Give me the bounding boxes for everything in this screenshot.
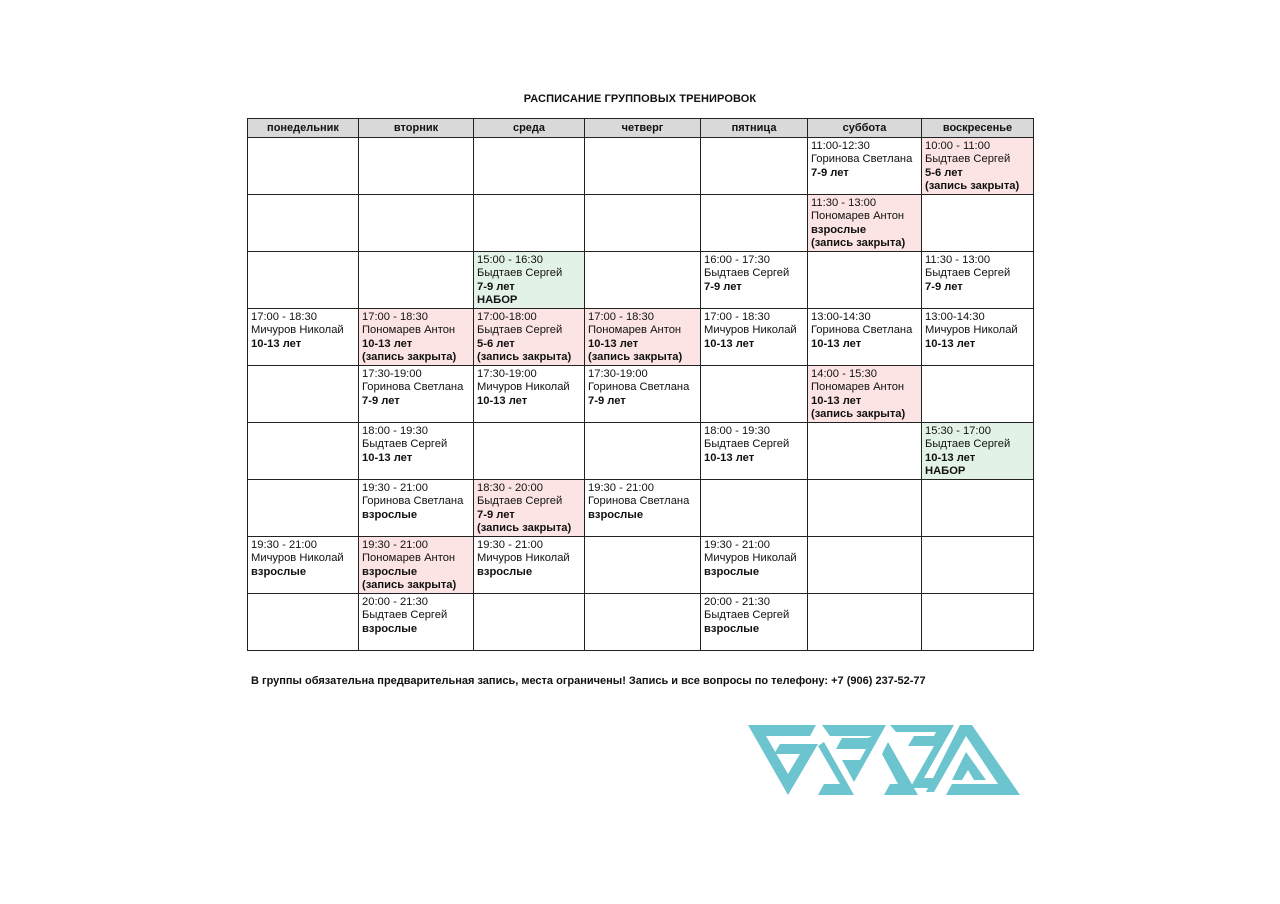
session-group: 10-13 лет [811,394,862,407]
schedule-cell [922,480,1034,537]
schedule-cell [474,195,585,252]
session-time: 17:30-19:00 [477,368,537,380]
schedule-cell [808,138,922,195]
schedule-cell [808,195,922,252]
schedule-cell [359,252,474,309]
session-coach: Горинова Светлана [588,495,690,508]
session-coach: Мичуров Николай [704,324,797,337]
session-time: 11:00-12:30 [811,140,870,152]
session-coach: Мичуров Николай [251,324,344,337]
schedule-cell [359,138,474,195]
session-time: 14:00 - 15:30 [811,368,877,380]
schedule-row [248,594,1034,651]
session-time: 16:00 - 17:30 [704,254,770,266]
schedule-cell [248,138,359,195]
session-group: 7-9 лет [362,394,400,407]
class-session [922,423,1033,478]
schedule-cell [359,480,474,537]
session-coach: Быдтаев Сергей [477,267,563,280]
session-group: взрослые [811,223,867,236]
class-session [585,366,700,408]
session-group: 5-6 лет [925,166,963,179]
session-group: взрослые [362,565,418,578]
schedule-cell [359,309,474,366]
day-header: воскресенье [922,119,1034,138]
session-group: 7-9 лет [925,280,963,293]
session-group: 10-13 лет [704,451,755,464]
session-time: 13:00-14:30 [925,311,985,323]
class-session [701,252,807,294]
session-coach: Мичуров Николай [925,324,1018,337]
session-status: НАБОР [477,293,518,306]
session-coach: Быдтаев Сергей [704,438,790,451]
session-time: 18:00 - 19:30 [704,425,770,437]
session-coach: Пономарев Антон [362,324,456,337]
session-coach: Пономарев Антон [811,210,905,223]
session-time: 11:30 - 13:00 [811,197,877,209]
schedule-cell [585,423,701,480]
session-group: 10-13 лет [925,451,976,464]
schedule-cell [585,195,701,252]
session-time: 19:30 - 21:00 [477,539,543,551]
schedule-cell [701,252,808,309]
session-group: 7-9 лет [704,280,742,293]
schedule-cell [701,195,808,252]
session-coach: Мичуров Николай [704,552,797,565]
schedule-cell [922,594,1034,651]
class-session [701,309,807,351]
session-time: 17:30-19:00 [588,368,648,380]
class-session [922,252,1033,294]
day-header: четверг [585,119,701,138]
schedule-cell [701,423,808,480]
schedule-cell [922,138,1034,195]
session-group: 5-6 лет [477,337,515,350]
class-session [359,537,473,592]
class-session [248,537,358,579]
session-group: взрослые [588,508,644,521]
session-time: 19:30 - 21:00 [704,539,770,551]
class-session [474,366,584,408]
session-time: 17:00 - 18:30 [588,311,654,323]
session-time: 11:30 - 13:00 [925,254,991,266]
class-session [474,480,584,535]
schedule-cell [248,309,359,366]
schedule-row [248,252,1034,309]
session-group: взрослые [362,622,418,635]
class-session [808,309,921,351]
schedule-cell [808,366,922,423]
schedule-cell [922,423,1034,480]
class-session [359,423,473,465]
session-time: 19:30 - 21:00 [362,482,428,494]
schedule-cell [922,309,1034,366]
class-session [701,423,807,465]
class-session [808,366,921,421]
session-coach: Мичуров Николай [477,381,570,394]
session-coach: Горинова Светлана [362,495,464,508]
schedule-cell [585,252,701,309]
session-time: 19:30 - 21:00 [588,482,654,494]
session-coach: Пономарев Антон [362,552,456,565]
session-group: 7-9 лет [811,166,849,179]
session-group: взрослые [251,565,307,578]
class-session [248,309,358,351]
schedule-cell [808,423,922,480]
session-time: 15:30 - 17:00 [925,425,991,437]
class-session [585,480,700,522]
schedule-cell [585,480,701,537]
day-header: вторник [359,119,474,138]
class-session [359,594,473,636]
schedule-body [248,138,1034,651]
class-session [359,480,473,522]
session-time: 17:00 - 18:30 [251,311,317,323]
session-time: 20:00 - 21:30 [704,596,770,608]
schedule-cell [474,423,585,480]
session-group: взрослые [704,565,760,578]
schedule-cell [701,366,808,423]
schedule-cell [248,195,359,252]
schedule-cell [701,138,808,195]
session-status: (запись закрыта) [811,236,906,249]
session-group: 10-13 лет [704,337,755,350]
day-header: среда [474,119,585,138]
schedule-cell [474,594,585,651]
session-group: 10-13 лет [362,337,413,350]
session-coach: Горинова Светлана [588,381,690,394]
schedule-cell [359,537,474,594]
schedule-row [248,537,1034,594]
class-session [585,309,700,364]
class-session [474,309,584,364]
schedule-cell [808,594,922,651]
schedule-cell [585,594,701,651]
schedule-cell [474,138,585,195]
session-group: 10-13 лет [251,337,302,350]
schedule-cell [359,423,474,480]
session-time: 18:00 - 19:30 [362,425,428,437]
schedule-cell [701,594,808,651]
schedule-row [248,138,1034,195]
schedule-cell [474,480,585,537]
session-coach: Горинова Светлана [362,381,464,394]
schedule-cell [248,537,359,594]
schedule-cell [474,537,585,594]
schedule-row [248,195,1034,252]
session-group: 10-13 лет [362,451,413,464]
session-time: 10:00 - 11:00 [925,140,991,152]
class-session [808,195,921,250]
schedule-cell [701,309,808,366]
class-session [474,252,584,307]
schedule-row [248,480,1034,537]
session-group: взрослые [704,622,760,635]
schedule-cell [359,366,474,423]
session-time: 17:30-19:00 [362,368,422,380]
schedule-cell [808,309,922,366]
session-time: 17:00-18:00 [477,311,537,323]
schedule-cell [248,594,359,651]
header-row [248,119,1034,138]
schedule-cell [585,138,701,195]
session-time: 19:30 - 21:00 [251,539,317,551]
schedule-cell [248,480,359,537]
session-coach: Быдтаев Сергей [477,495,563,508]
baza-logo-icon [748,722,1020,803]
day-header: суббота [808,119,922,138]
session-coach: Мичуров Николай [477,552,570,565]
session-group: 10-13 лет [811,337,862,350]
session-coach: Быдтаев Сергей [477,324,563,337]
schedule-cell [808,537,922,594]
class-session [808,138,921,180]
session-time: 17:00 - 18:30 [362,311,428,323]
session-coach: Пономарев Антон [588,324,682,337]
session-time: 18:30 - 20:00 [477,482,543,494]
class-session [474,537,584,579]
schedule-cell [474,366,585,423]
session-group: 10-13 лет [588,337,639,350]
schedule-cell [701,480,808,537]
session-coach: Пономарев Антон [811,381,905,394]
session-coach: Быдтаев Сергей [362,438,448,451]
schedule-cell [585,537,701,594]
day-header: понедельник [248,119,359,138]
session-coach: Быдтаев Сергей [704,609,790,622]
session-coach: Быдтаев Сергей [704,267,790,280]
class-session [922,309,1033,351]
class-session [701,537,807,579]
session-group: взрослые [362,508,418,521]
session-status: (запись закрыта) [362,578,457,591]
class-session [701,594,807,636]
session-group: 7-9 лет [588,394,626,407]
session-time: 17:00 - 18:30 [704,311,770,323]
session-group: 10-13 лет [477,394,528,407]
schedule-cell [922,195,1034,252]
schedule-cell [248,423,359,480]
session-coach: Горинова Светлана [811,153,913,166]
schedule-cell [922,366,1034,423]
session-coach: Быдтаев Сергей [362,609,448,622]
class-session [359,309,473,364]
schedule-cell [474,309,585,366]
session-group: 7-9 лет [477,280,515,293]
session-coach: Быдтаев Сергей [925,153,1011,166]
session-time: 19:30 - 21:00 [362,539,428,551]
session-status: (запись закрыта) [477,350,572,363]
schedule-cell [922,537,1034,594]
day-header: пятница [701,119,808,138]
schedule-row [248,423,1034,480]
schedule-cell [808,480,922,537]
session-group: 7-9 лет [477,508,515,521]
schedule-table [247,118,1034,651]
schedule-cell [248,366,359,423]
session-group: взрослые [477,565,533,578]
schedule-cell [922,252,1034,309]
session-coach: Быдтаев Сергей [925,267,1011,280]
session-status: (запись закрыта) [362,350,457,363]
session-status: (запись закрыта) [477,521,572,534]
session-coach: Быдтаев Сергей [925,438,1011,451]
session-coach: Горинова Светлана [811,324,913,337]
session-status: (запись закрыта) [925,179,1020,192]
class-session [922,138,1033,193]
schedule-cell [359,195,474,252]
schedule-row [248,366,1034,423]
session-status: НАБОР [925,464,966,477]
schedule-cell [701,537,808,594]
schedule-cell [585,309,701,366]
session-group: 10-13 лет [925,337,976,350]
schedule-cell [474,252,585,309]
session-coach: Мичуров Николай [251,552,344,565]
session-time: 20:00 - 21:30 [362,596,428,608]
session-status: (запись закрыта) [588,350,683,363]
schedule-title: РАСПИСАНИЕ ГРУППОВЫХ ТРЕНИРОВОК [523,93,757,105]
schedule-row [248,309,1034,366]
footer-note: В группы обязательна предварительная запись, места ограничены! Запись и все вопросы по телефону: +7 (906) 237-52-77 [251,675,926,687]
session-status: (запись закрыта) [811,407,906,420]
schedule-cell [585,366,701,423]
schedule-cell [808,252,922,309]
schedule-cell [359,594,474,651]
class-session [359,366,473,408]
schedule-cell [248,252,359,309]
session-time: 15:00 - 16:30 [477,254,543,266]
session-time: 13:00-14:30 [811,311,871,323]
